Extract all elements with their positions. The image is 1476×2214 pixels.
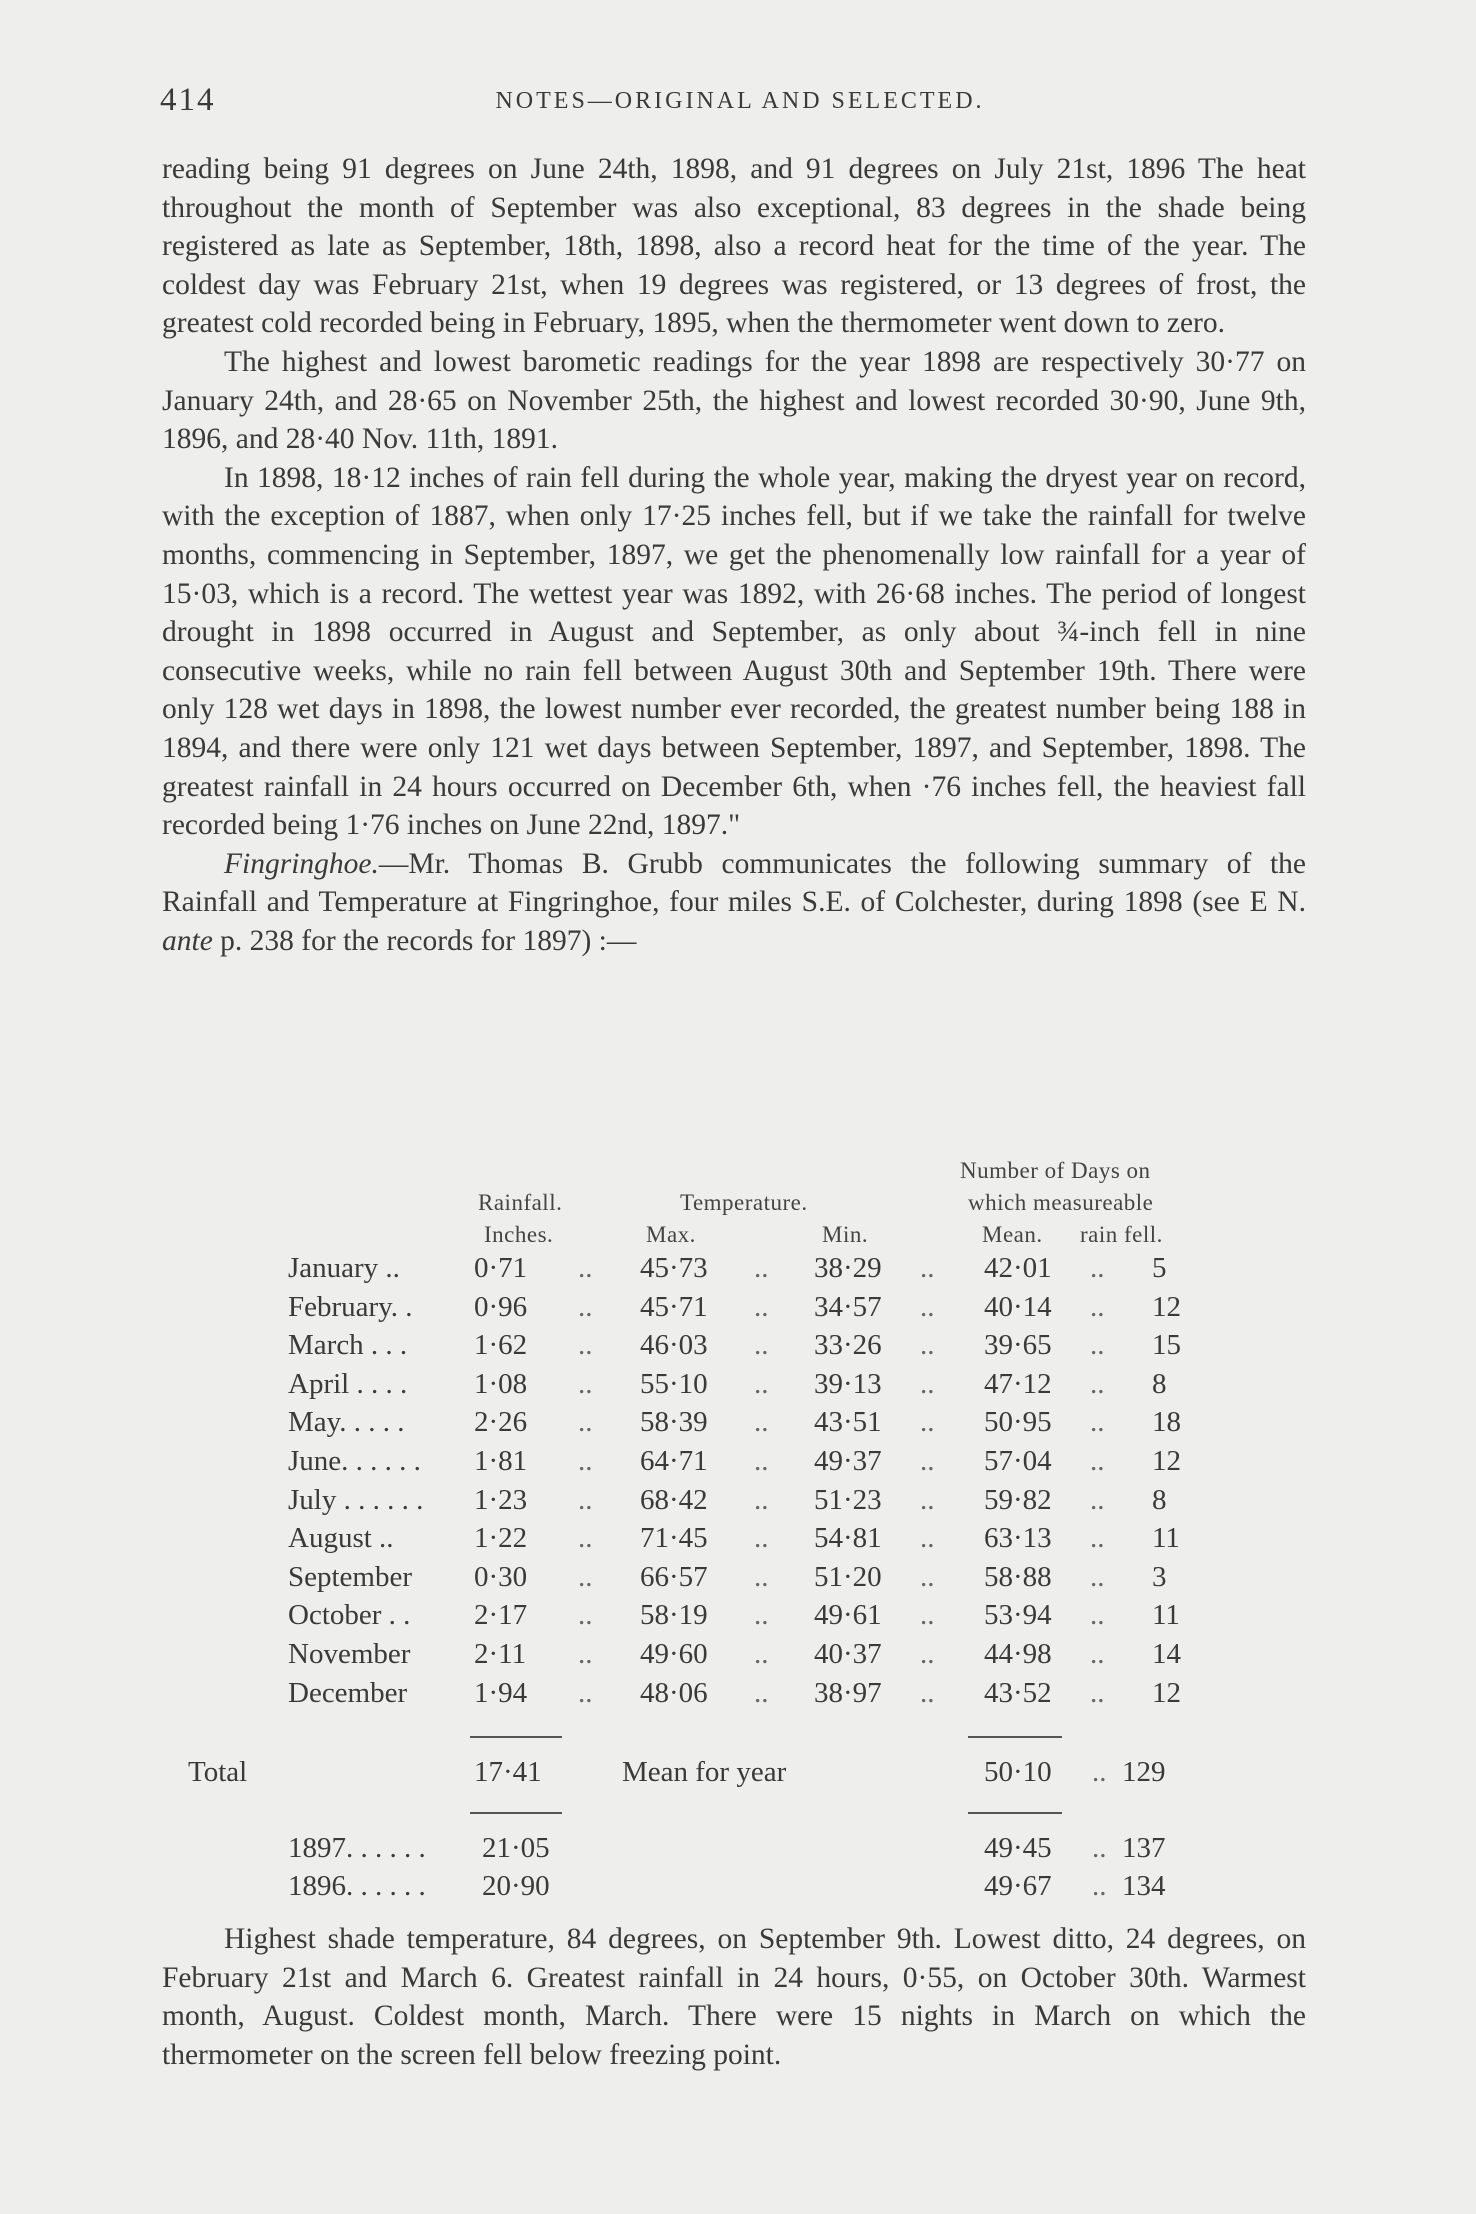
row-max: 46·03	[640, 1329, 708, 1362]
row-month: June. . . . . .	[288, 1445, 421, 1477]
row-max: 66·57	[640, 1560, 708, 1593]
row-min: 51·23	[814, 1483, 882, 1516]
row-mean: 59·82	[984, 1483, 1052, 1516]
leader-dots: ..	[920, 1367, 935, 1400]
row-rainfall: 2·11	[474, 1638, 527, 1670]
row-days: 11	[1152, 1522, 1180, 1555]
leader-dots: ..	[578, 1367, 593, 1400]
row-max: 48·06	[640, 1676, 708, 1709]
row-mean: 42·01	[984, 1252, 1052, 1284]
row-mean: 50·95	[984, 1406, 1052, 1439]
leader-dots: ..	[920, 1445, 935, 1477]
rule-mean-2	[968, 1812, 1062, 1814]
header-inches: Inches.	[484, 1222, 554, 1247]
row-month: March . . .	[288, 1329, 408, 1362]
leader-dots: ..	[1090, 1406, 1105, 1439]
row-month: October . .	[288, 1599, 411, 1632]
total-mean: 50·10	[984, 1756, 1052, 1788]
row-max: 45·73	[640, 1252, 708, 1284]
row-max: 58·19	[640, 1599, 708, 1632]
row-month: September	[288, 1560, 413, 1593]
row-max: 71·45	[640, 1522, 708, 1555]
row-rainfall: 2·17	[474, 1599, 528, 1632]
header-mean: Mean.	[982, 1222, 1043, 1247]
row-min: 51·20	[814, 1560, 882, 1593]
total-days-dots: ..	[1092, 1756, 1107, 1788]
leader-dots: ..	[578, 1676, 593, 1709]
leader-dots: ..	[920, 1252, 935, 1284]
row-days: 12	[1152, 1445, 1181, 1477]
leader-dots: ..	[578, 1329, 593, 1362]
leader-dots: ..	[920, 1329, 935, 1362]
leader-dots: ..	[754, 1252, 769, 1284]
row-days: 18	[1152, 1406, 1181, 1439]
leader-dots: ..	[1090, 1522, 1105, 1555]
leader-dots: ..	[754, 1329, 769, 1362]
row-min: 34·57	[814, 1290, 882, 1323]
header-max: Max.	[646, 1222, 696, 1247]
prior-days: 137	[1122, 1832, 1166, 1864]
leader-dots: ..	[578, 1406, 593, 1439]
row-days: 15	[1152, 1329, 1181, 1362]
row-min: 38·97	[814, 1676, 882, 1709]
closing-text: Highest shade temperature, 84 degrees, on September 9th. Lowest ditto, 24 degrees, on February 21st and March 6. Greatest rainfall in 24 hours, 0·55, on October 30th. Warmest month, August. Coldest month, March. There were 15 nights in March on which the thermometer on the screen fell below freezing point.	[162, 1923, 1306, 2071]
leader-dots: ..	[1090, 1676, 1105, 1709]
closing-paragraph	[162, 1920, 1306, 2074]
row-min: 40·37	[814, 1638, 882, 1670]
prior-rain: 21·05	[482, 1832, 550, 1864]
body-text	[162, 150, 1306, 960]
row-min: 33·26	[814, 1329, 882, 1362]
leader-dots: ..	[754, 1599, 769, 1632]
row-min: 54·81	[814, 1522, 882, 1555]
total-days: 129	[1122, 1756, 1166, 1788]
row-month: December	[288, 1676, 408, 1709]
leader-dots: ..	[920, 1599, 935, 1632]
row-min: 39·13	[814, 1367, 882, 1400]
row-rainfall: 1·22	[474, 1522, 528, 1555]
leader-dots: ..	[1090, 1252, 1105, 1284]
row-rainfall: 0·71	[474, 1252, 528, 1284]
row-mean: 47·12	[984, 1367, 1052, 1400]
paragraph-1: reading being 91 degrees on June 24th, 1898, and 91 degrees on July 21st, 1896 The heat throughout the month of September was also exceptional, 83 degrees in the shade being registered as late as September, 18th, 1898, also a record heat for the time of the year. The coldest day was February 21st, when 19 degrees was registered, or 13 degrees of frost, the greatest cold recorded being in February, 1895, when the thermometer went down to zero.	[162, 153, 1306, 340]
leader-dots: ..	[920, 1638, 935, 1670]
leader-dots: ..	[578, 1638, 593, 1670]
row-max: 64·71	[640, 1445, 708, 1477]
total-rain: 17·41	[474, 1756, 542, 1788]
leader-dots: ..	[1090, 1329, 1105, 1362]
prior-mean: 49·67	[984, 1870, 1052, 1902]
leader-dots: ..	[920, 1406, 935, 1439]
row-min: 49·61	[814, 1599, 882, 1632]
row-days: 3	[1152, 1560, 1167, 1593]
leader-dots: ..	[578, 1290, 593, 1323]
row-days: 12	[1152, 1676, 1181, 1709]
leader-dots: ..	[754, 1560, 769, 1593]
row-max: 55·10	[640, 1367, 708, 1400]
header-rain-fell: rain fell.	[1080, 1222, 1163, 1247]
leader-dots: ..	[920, 1560, 935, 1593]
leader-dots: ..	[754, 1445, 769, 1477]
total-label: Total	[188, 1756, 248, 1788]
header-min: Min.	[822, 1222, 869, 1247]
row-rainfall: 0·96	[474, 1290, 528, 1323]
rule-mean	[968, 1736, 1062, 1738]
leader-dots: ..	[578, 1599, 593, 1632]
row-month: August ..	[288, 1522, 394, 1555]
fingringhoe-text-b: p. 238 for the records for 1897) :—	[212, 924, 637, 957]
row-rainfall: 0·30	[474, 1560, 528, 1593]
leader-dots: ..	[754, 1522, 769, 1555]
row-rainfall: 1·94	[474, 1676, 528, 1709]
row-days: 12	[1152, 1290, 1181, 1323]
leader-dots: ..	[920, 1676, 935, 1709]
leader-dots: ..	[754, 1406, 769, 1439]
row-month: February. .	[288, 1290, 413, 1323]
leader-dots: ..	[1092, 1832, 1107, 1864]
rule-rain	[470, 1736, 562, 1738]
row-mean: 39·65	[984, 1329, 1052, 1362]
row-month: May. . . . .	[288, 1406, 405, 1439]
row-mean: 63·13	[984, 1522, 1052, 1555]
leader-dots: ..	[578, 1445, 593, 1477]
leader-dots: ..	[920, 1522, 935, 1555]
leader-dots: ..	[1090, 1560, 1105, 1593]
header-rainfall: Rainfall.	[478, 1190, 563, 1215]
row-days: 14	[1152, 1638, 1181, 1670]
header-temperature: Temperature.	[680, 1190, 808, 1215]
prior-mean: 49·45	[984, 1832, 1052, 1864]
total-mean-label: Mean for year	[622, 1756, 787, 1788]
leader-dots: ..	[1090, 1638, 1105, 1670]
row-rainfall: 1·81	[474, 1445, 528, 1477]
row-max: 49·60	[640, 1638, 708, 1670]
row-mean: 43·52	[984, 1676, 1052, 1709]
header-days-2: which measureable	[968, 1190, 1154, 1215]
leader-dots: ..	[578, 1522, 593, 1555]
row-mean: 58·88	[984, 1560, 1052, 1593]
fingringhoe-text-a: —Mr. Thomas B. Grubb communicates the following summary of the Rainfall and Temperature at Fingringhoe, four miles S.E. of Colchester, during 1898 (see E N.	[162, 847, 1306, 919]
paragraph-3: In 1898, 18·12 inches of rain fell during the whole year, making the dryest year on record, with the exception of 1887, when only 17·25 inches fell, but if we take the rainfall for twelve months, commencing in September, 1897, we get the phenomenally low rainfall for a year of 15·03, which is a record. The wettest year was 1892, with 26·68 inches. The period of longest drought in 1898 occurred in August and September, as only about ¾-inch fell in nine consecutive weeks, while no rain fell between August 30th and September 19th. There were only 128 wet days in 1898, the lowest number ever recorded, the greatest number being 188 in 1894, and there were only 121 wet days between September, 1897, and September, 1898. The greatest rainfall in 24 hours occurred on December 6th, when ·76 inches fell, the heaviest fall recorded being 1·76 inches on June 22nd, 1897."	[162, 461, 1306, 842]
leader-dots: ..	[1092, 1870, 1107, 1902]
paragraph-2: The highest and lowest barometic readings for the year 1898 are respectively 30·77 on January 24th, and 28·65 on November 25th, the highest and lowest recorded 30·90, June 9th, 1896, and 28·40 Nov. 11th, 1891.	[162, 345, 1306, 456]
header-days-1: Number of Days on	[960, 1158, 1151, 1183]
prior-days: 134	[1122, 1870, 1166, 1902]
row-month: November	[288, 1638, 411, 1670]
leader-dots: ..	[920, 1483, 935, 1516]
leader-dots: ..	[754, 1676, 769, 1709]
row-days: 11	[1152, 1599, 1180, 1632]
leader-dots: ..	[578, 1560, 593, 1593]
row-rainfall: 2·26	[474, 1406, 528, 1439]
row-days: 5	[1152, 1252, 1167, 1284]
leader-dots: ..	[1090, 1599, 1105, 1632]
row-mean: 40·14	[984, 1290, 1052, 1323]
row-max: 58·39	[640, 1406, 708, 1439]
leader-dots: ..	[578, 1252, 593, 1284]
leader-dots: ..	[578, 1483, 593, 1516]
prior-rain: 20·90	[482, 1870, 550, 1902]
row-min: 49·37	[814, 1445, 882, 1477]
rule-rain-2	[470, 1812, 562, 1814]
row-max: 68·42	[640, 1483, 708, 1516]
row-max: 45·71	[640, 1290, 708, 1323]
prior-year: 1897. . . . . .	[288, 1832, 426, 1864]
leader-dots: ..	[1090, 1290, 1105, 1323]
row-month: January ..	[288, 1252, 400, 1284]
row-month: July . . . . . .	[288, 1483, 424, 1516]
place-name: Fingringhoe.	[224, 847, 379, 880]
page-header	[160, 82, 1320, 122]
ante-word: ante	[162, 924, 213, 957]
row-mean: 44·98	[984, 1638, 1052, 1670]
row-min: 43·51	[814, 1406, 882, 1439]
row-rainfall: 1·08	[474, 1367, 528, 1400]
leader-dots: ..	[1090, 1445, 1105, 1477]
leader-dots: ..	[1090, 1367, 1105, 1400]
page-number: 414	[160, 82, 216, 118]
leader-dots: ..	[754, 1290, 769, 1323]
running-title: NOTES—ORIGINAL AND SELECTED.	[495, 88, 985, 114]
paragraph-fingringhoe	[162, 845, 1306, 961]
row-mean: 57·04	[984, 1445, 1052, 1477]
row-min: 38·29	[814, 1252, 882, 1284]
leader-dots: ..	[754, 1483, 769, 1516]
row-month: April . . . .	[288, 1367, 408, 1400]
leader-dots: ..	[754, 1638, 769, 1670]
row-days: 8	[1152, 1367, 1167, 1400]
leader-dots: ..	[1090, 1483, 1105, 1516]
row-days: 8	[1152, 1483, 1167, 1516]
row-rainfall: 1·23	[474, 1483, 528, 1516]
leader-dots: ..	[754, 1367, 769, 1400]
leader-dots: ..	[920, 1290, 935, 1323]
row-rainfall: 1·62	[474, 1329, 528, 1362]
row-mean: 53·94	[984, 1599, 1052, 1632]
prior-year: 1896. . . . . .	[288, 1870, 426, 1902]
